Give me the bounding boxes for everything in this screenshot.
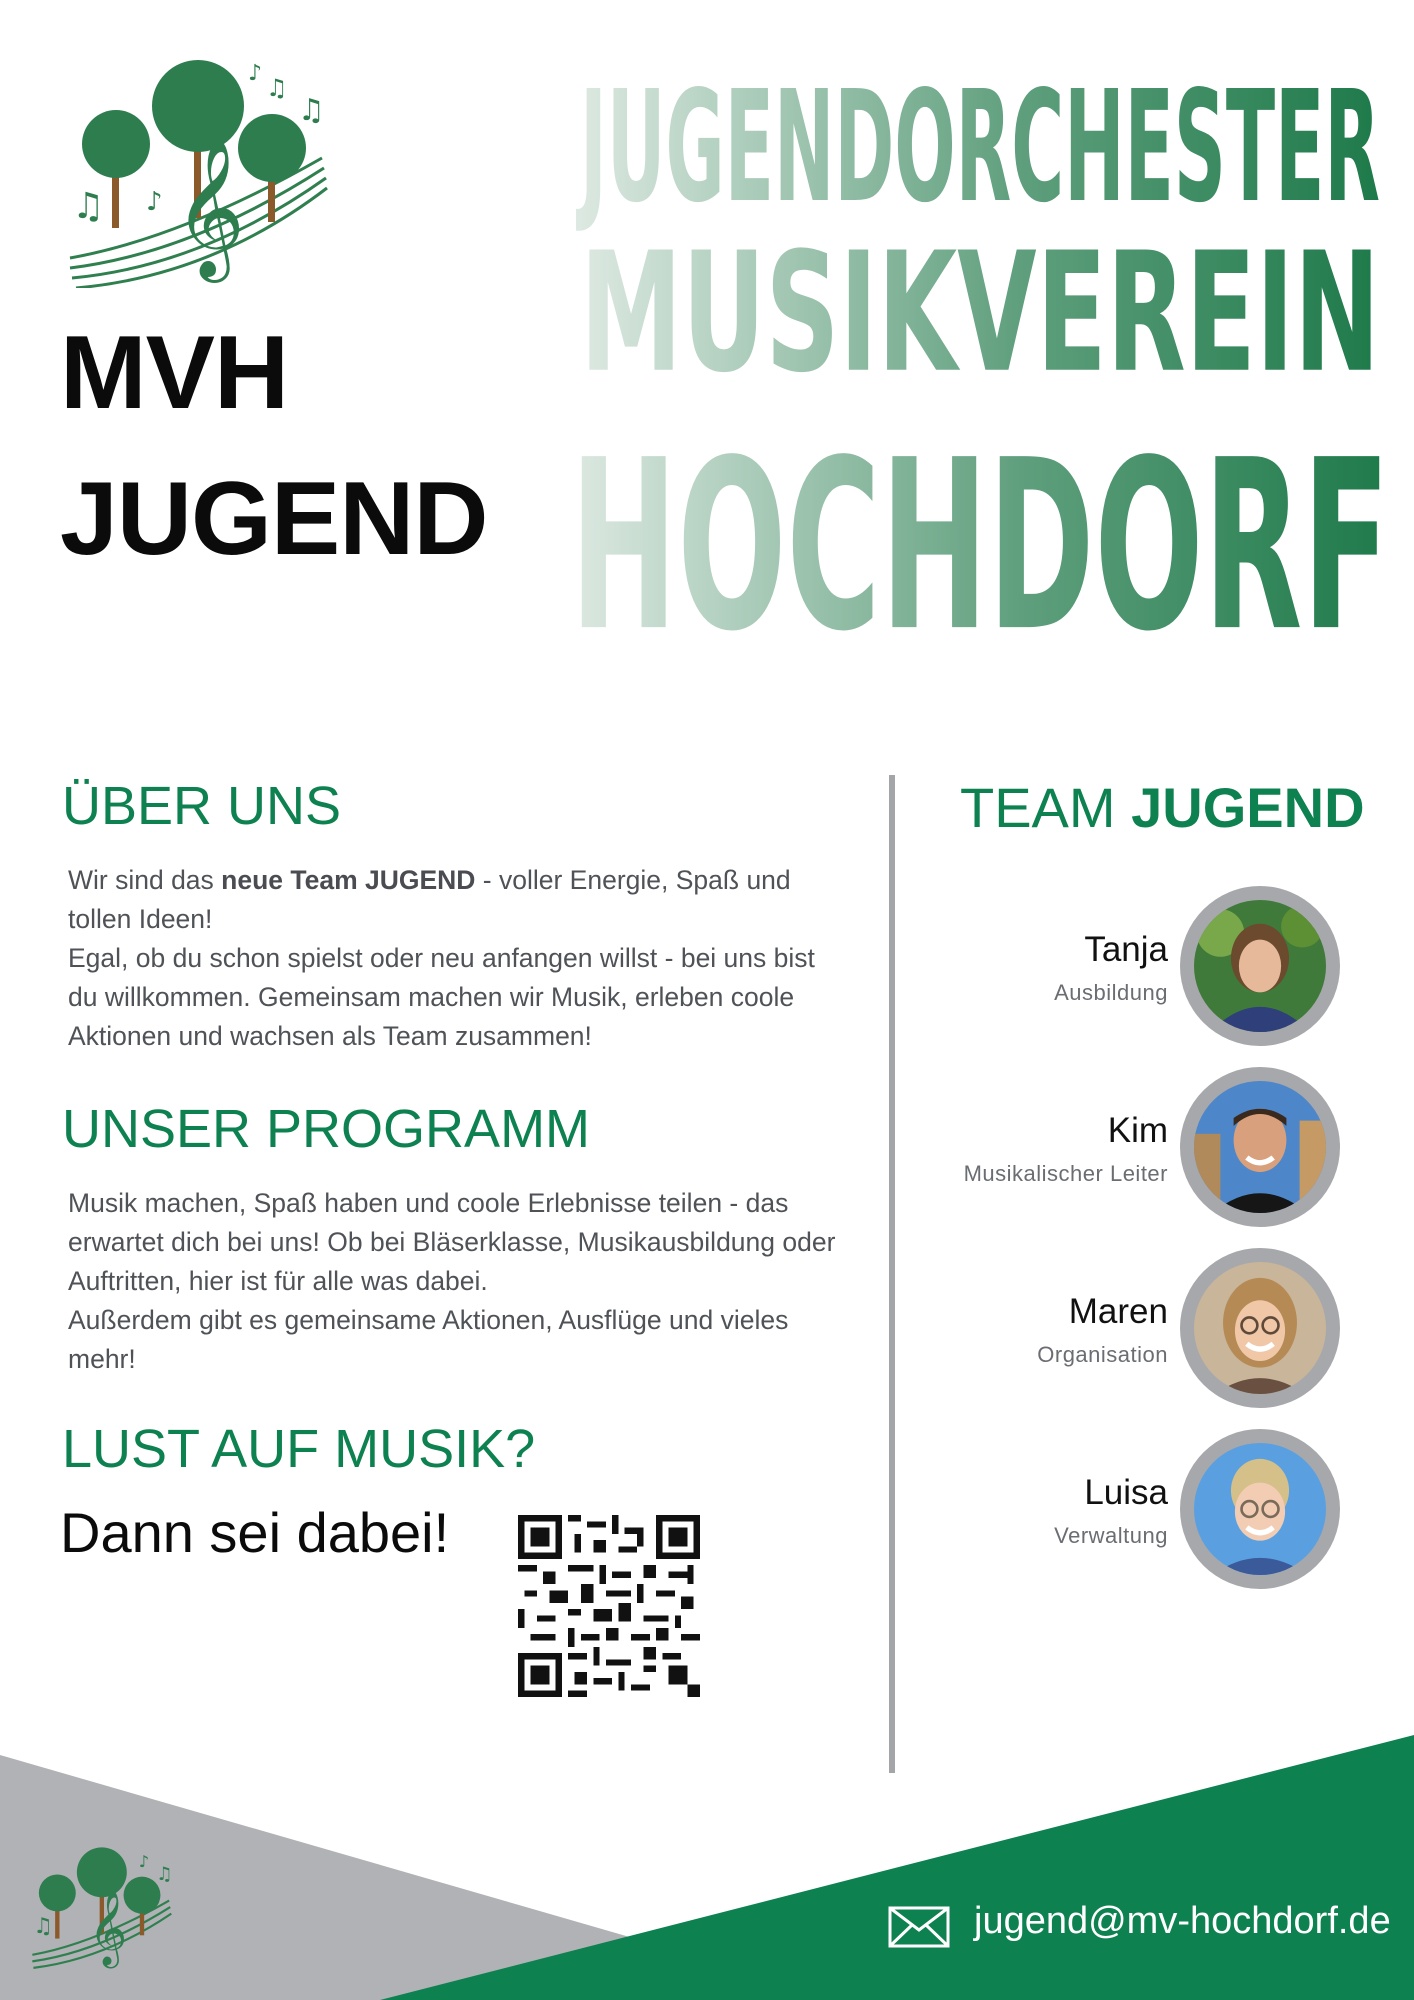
svg-text:♫: ♫	[72, 186, 105, 227]
page-title	[60, 300, 487, 592]
member-role: Ausbildung	[1054, 980, 1168, 1005]
about-intro	[68, 861, 838, 939]
member-name: Maren	[1068, 1292, 1168, 1331]
about-intro-suffix: - voller Energie, Spaß und tollen Ideen!	[68, 865, 791, 934]
team-heading-bold: JUGEND	[1131, 776, 1365, 839]
about-text	[68, 861, 838, 1056]
svg-text:♫: ♫	[266, 74, 288, 102]
avatar	[1180, 1248, 1340, 1408]
join-subtitle: Dann sei dabei!	[60, 1501, 450, 1564]
headline-line-2: MUSIKVEREIN	[580, 218, 1380, 410]
team-heading-light: TEAM	[960, 776, 1132, 839]
team-member	[900, 886, 1390, 1046]
svg-text:♪: ♪	[248, 61, 263, 86]
club-logo	[62, 48, 342, 288]
team-member	[900, 1248, 1390, 1408]
member-name: Tanja	[1084, 930, 1168, 969]
about-intro-prefix: Wir sind das	[68, 865, 222, 895]
member-role: Organisation	[1037, 1342, 1168, 1367]
program-heading: UNSER PROGRAMM	[62, 1099, 591, 1159]
title-line-jugend: JUGEND	[60, 461, 488, 577]
program-text	[68, 1184, 838, 1379]
svg-text:♪: ♪	[138, 1851, 150, 1871]
club-logo-small	[28, 1838, 180, 1974]
contact-email-link[interactable]: jugend@mv-hochdorf.de	[974, 1900, 1391, 1942]
member-role: Verwaltung	[1054, 1523, 1168, 1548]
title-line-mvh: MVH	[60, 315, 289, 431]
mail-icon	[888, 1906, 950, 1948]
qr-code[interactable]	[518, 1515, 700, 1697]
svg-text:♪: ♪	[146, 187, 163, 217]
team-member	[900, 1429, 1390, 1589]
program-paragraph-2: Außerdem gibt es gemeinsame Aktionen, Ausflüge und vieles mehr!	[68, 1305, 789, 1374]
svg-text:♫: ♫	[33, 1914, 53, 1940]
join-heading: LUST AUF MUSIK?	[62, 1419, 536, 1479]
member-name: Luisa	[1084, 1473, 1168, 1512]
about-heading: ÜBER UNS	[62, 776, 342, 836]
member-role: Musikalischer Leiter	[963, 1161, 1168, 1186]
svg-text:𝄞: 𝄞	[174, 138, 245, 277]
avatar	[1180, 886, 1340, 1046]
svg-text:♫: ♫	[156, 1863, 173, 1885]
footer-band	[0, 1730, 1414, 2000]
avatar	[1180, 1429, 1340, 1589]
column-divider	[889, 775, 895, 1773]
team-heading	[960, 775, 1365, 840]
member-name: Kim	[1107, 1111, 1168, 1150]
program-paragraph-1: Musik machen, Spaß haben und coole Erlebnisse teilen - das erwartet dich bei uns! Ob bei Bläserklasse, Musikausbildung oder Auftritten, hier ist für alle was dabei.	[68, 1188, 836, 1296]
headline-line-1: JUGENDORCHESTER	[575, 58, 1380, 237]
about-paragraph: Egal, ob du schon spielst oder neu anfangen willst - bei uns bist du willkommen. Gemeinsam machen wir Musik, erleben coole Aktionen und wachsen als Team zusammen!	[68, 943, 815, 1051]
headline-graphic	[560, 20, 1400, 710]
team-member	[900, 1067, 1390, 1227]
svg-text:♫: ♫	[298, 93, 325, 128]
svg-text:𝄞: 𝄞	[88, 1890, 128, 1966]
about-intro-bold: neue Team JUGEND	[221, 865, 476, 895]
avatar	[1180, 1067, 1340, 1227]
headline-line-3: HOCHDORF	[570, 410, 1390, 684]
